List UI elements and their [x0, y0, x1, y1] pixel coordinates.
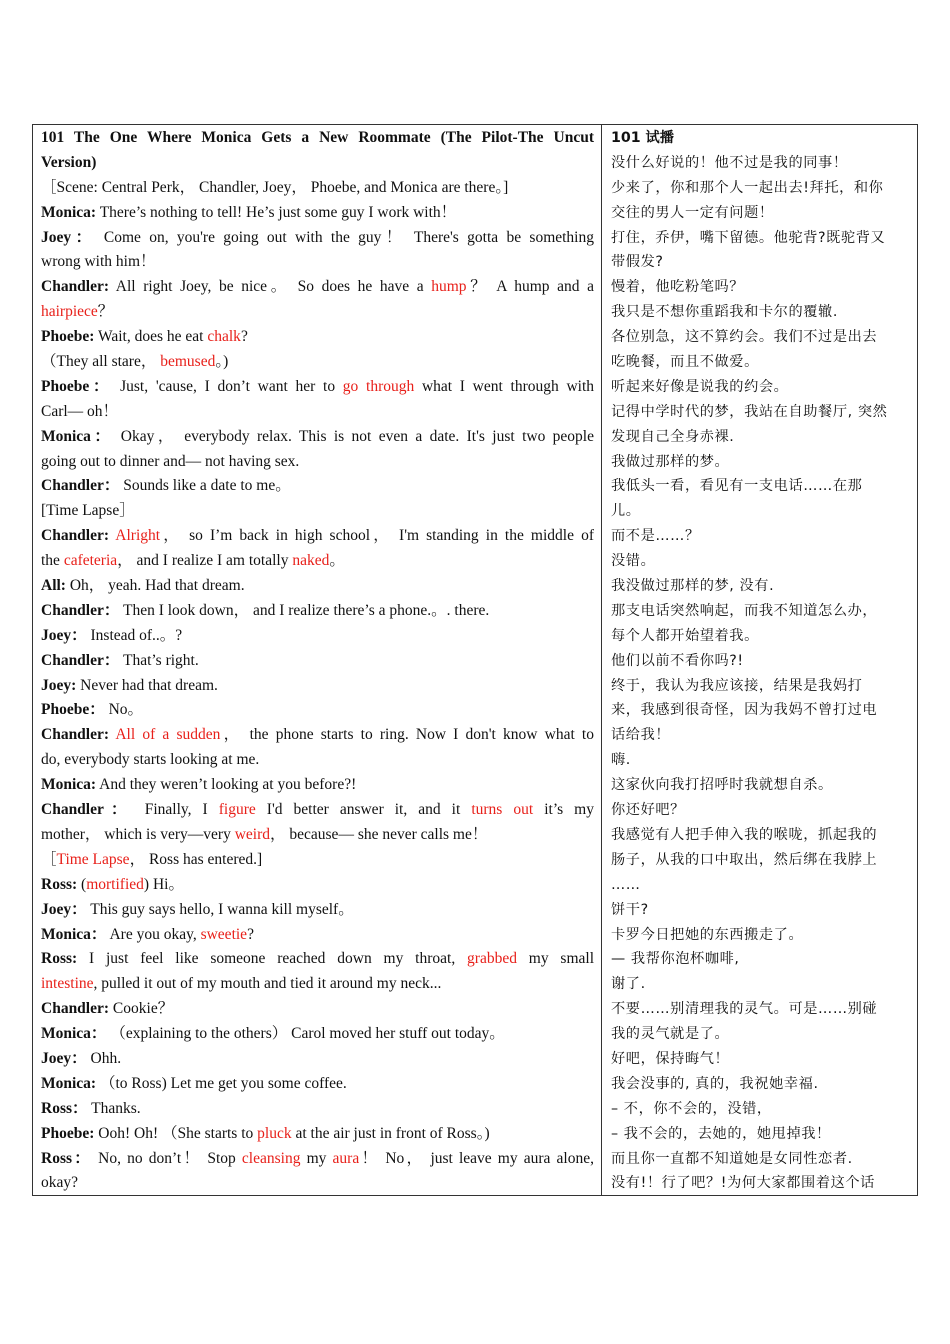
chinese-column — [602, 125, 917, 1195]
dialogue-line: Joey： This guy says hello, I wanna kill myself。 — [41, 900, 354, 918]
chinese-line: 儿。 — [611, 503, 641, 520]
chinese-line: 嗨. — [611, 752, 631, 769]
stage-direction: ［Time Lapse， Ross has entered.] — [41, 850, 263, 868]
vocab-highlight: intestine — [41, 975, 94, 993]
chinese-line: 带假发? — [611, 254, 664, 271]
dialogue-line: Chandler： Sounds like a date to me。 — [41, 477, 291, 495]
dialogue-line: the cafeteria， and I realize I am totally naked。 — [41, 552, 345, 570]
chinese-line: 终于，我认为我应该接，结果是我妈打 — [611, 677, 863, 694]
vocab-highlight: turns out — [471, 801, 534, 819]
chinese-line: 饼干? — [611, 901, 649, 918]
vocab-highlight: pluck — [257, 1124, 292, 1142]
chinese-line: 谢了. — [611, 976, 646, 993]
vocab-highlight: figure — [218, 801, 256, 819]
dialogue-line: All: Oh， yeah. Had that dream. — [41, 577, 245, 595]
chinese-line: 发现自己全身赤裸. — [611, 428, 735, 445]
vocab-highlight: mortified — [86, 875, 144, 893]
chinese-line: 那支电话突然响起，而我不知道怎么办， — [611, 602, 878, 619]
dialogue-line: Ross: I just feel like someone reached down my throat, grabbed my small — [41, 950, 594, 968]
chinese-line: 这家伙向我打招呼时我就想自杀。 — [611, 777, 833, 794]
chinese-line: 我低头一看，看见有一支电话……在那 — [611, 478, 863, 495]
dialogue-line: Monica: （to Ross) Let me get you some coffee. — [41, 1074, 347, 1092]
dialogue-line: Ross: (mortified) Hi。 — [41, 875, 184, 893]
vocab-highlight: Alright — [115, 527, 161, 545]
dialogue-line: okay? — [41, 1174, 79, 1192]
vocab-highlight: grabbed — [467, 950, 517, 968]
dialogue-line: Monica: There’s nothing to tell! He’s just some guy I work with！ — [41, 203, 457, 221]
chinese-line: 每个人都开始望着我。 — [611, 627, 759, 644]
chinese-line: 话给我！ — [611, 727, 671, 744]
chinese-line: 打住，乔伊，嘴下留德。他驼背?既驼背又 — [611, 229, 886, 246]
chinese-title: 101 试播 — [611, 130, 674, 146]
english-column — [33, 125, 602, 1195]
chinese-line: 不要……别清理我的灵气。可是……别碰 — [611, 1001, 878, 1018]
episode-title-cont: Version) — [41, 153, 97, 171]
dialogue-line: Ross： Thanks. — [41, 1099, 141, 1117]
dialogue-line: Monica： （explaining to the others） Carol moved her stuff out today。 — [41, 1025, 505, 1043]
chinese-line: 而不是……？ — [611, 528, 700, 545]
dialogue-line: Chandler: All right Joey, be nice。 So does he have a hump？ A hump and a — [41, 278, 594, 296]
chinese-line: 没什么好说的！他不过是我的同事！ — [611, 154, 848, 171]
dialogue-line: Phoebe： No。 — [41, 701, 144, 719]
scene-direction: ［Scene: Central Perk， Chandler, Joey， Phoebe, and Monica are there。] — [41, 178, 509, 196]
chinese-line: 卡罗今日把她的东西搬走了。 — [611, 926, 804, 943]
dialogue-line: Chandler: Cookie？ — [41, 1000, 174, 1018]
chinese-line: 肠子，从我的口中取出，然后绑在我脖上 — [611, 851, 878, 868]
chinese-line: — 我帮你泡杯咖啡, — [611, 951, 740, 968]
chinese-line: 我的灵气就是了。 — [611, 1026, 730, 1043]
stage-direction: [Time Lapse］ — [41, 502, 135, 520]
vocab-highlight: weird — [234, 825, 271, 843]
chinese-line: – 我不会的，去她的，她甩掉我！ — [611, 1125, 831, 1142]
dialogue-line: Joey： Ohh. — [41, 1049, 122, 1067]
dialogue-line: intestine, pulled it out of my mouth and tied it around my neck... — [41, 975, 442, 993]
dialogue-line: Carl— oh！ — [41, 402, 119, 420]
chinese-line: 我感觉有人把手伸入我的喉咙，抓起我的 — [611, 826, 878, 843]
chinese-line: 没有!！行了吧？!为何大家都围着这个话 — [611, 1175, 875, 1192]
chinese-line: 听起来好像是说我的约会。 — [611, 378, 789, 395]
dialogue-line: Monica: And they weren’t looking at you before?! — [41, 776, 357, 794]
chinese-line: – 不，你不会的，没错， — [611, 1100, 772, 1117]
chinese-line: 各位别急，这不算约会。我们不过是出去 — [611, 329, 878, 346]
dialogue-line: Phoebe： Just, 'cause, I don’t want her to go through what I went through with — [41, 377, 594, 395]
stage-direction: （They all stare， bemused。) — [41, 353, 229, 371]
vocab-highlight: cleansing — [241, 1149, 301, 1167]
vocab-highlight: naked — [292, 552, 330, 570]
chinese-line: 记得中学时代的梦，我站在自助餐厅, 突然 — [611, 403, 888, 420]
vocab-highlight: hairpiece — [41, 303, 98, 321]
chinese-line: 吃晚餐，而且不做爱。 — [611, 354, 759, 371]
dialogue-line: Chandler： Then I look down， and I realize there’s a phone.。. there. — [41, 601, 490, 619]
vocab-highlight: cafeteria — [63, 552, 118, 570]
vocab-highlight: sweetie — [200, 925, 248, 943]
chinese-line: 没错。 — [611, 553, 656, 570]
chinese-line: 好吧，保持晦气！ — [611, 1050, 730, 1067]
dialogue-line: hairpiece？ — [41, 303, 114, 321]
vocab-highlight: bemused — [160, 353, 216, 371]
dialogue-line: Chandler： Finally, I figure I'd better answer it, and it turns out it’s my — [41, 801, 594, 819]
transcript-table — [32, 124, 918, 1196]
dialogue-line: mother， which is very—very weird， because— she never calls me！ — [41, 825, 488, 843]
vocab-highlight: hump — [431, 278, 467, 296]
vocab-highlight: Time Lapse — [56, 850, 130, 868]
chinese-line: 他们以前不看你吗?! — [611, 652, 744, 669]
dialogue-line: Chandler: All of a sudden， the phone starts to ring. Now I don't know what to — [41, 726, 594, 744]
dialogue-line: Chandler: Alright， so I’m back in high school， I'm standing in the middle of — [41, 527, 594, 545]
chinese-line: 我没做过那样的梦, 没有. — [611, 578, 775, 595]
chinese-line: 而且你一直都不知道她是女同性恋者. — [611, 1150, 853, 1167]
dialogue-line: going out to dinner and— not having sex. — [41, 452, 300, 470]
dialogue-line: Joey： Come on, you're going out with the guy！ There's gotta be something — [41, 228, 594, 246]
dialogue-line: Phoebe: Wait, does he eat chalk? — [41, 328, 248, 346]
vocab-highlight: go through — [342, 377, 415, 395]
chinese-line: 慢着，他吃粉笔吗？ — [611, 279, 745, 296]
chinese-line: 少来了，你和那个人一起出去!拜托，和你 — [611, 179, 884, 196]
chinese-line: 我会没事的, 真的，我祝她幸福. — [611, 1075, 819, 1092]
vocab-highlight: chalk — [207, 328, 241, 346]
chinese-line: 你还好吧？ — [611, 802, 685, 819]
dialogue-line: wrong with him！ — [41, 253, 156, 271]
chinese-line: …… — [611, 876, 641, 893]
dialogue-line: Ross： No, no don’t！ Stop cleansing my aura！ No， just leave my aura alone, — [41, 1149, 594, 1167]
dialogue-line: Phoebe: Ooh! Oh! （She starts to pluck at the air just in front of Ross。) — [41, 1124, 490, 1142]
vocab-highlight: aura — [332, 1149, 360, 1167]
chinese-line: 我做过那样的梦。 — [611, 453, 730, 470]
chinese-line: 交往的男人一定有问题！ — [611, 204, 774, 221]
chinese-line: 我只是不想你重蹈我和卡尔的覆辙. — [611, 304, 838, 321]
dialogue-line: Monica： Okay， everybody relax. This is not even a date. It's just two people — [41, 427, 594, 445]
dialogue-line: Monica： Are you okay, sweetie? — [41, 925, 254, 943]
vocab-highlight: All of a sudden — [115, 726, 221, 744]
episode-title: 101 The One Where Monica Gets a New Roommate (The Pilot-The Uncut — [41, 129, 594, 146]
dialogue-line: do, everybody starts looking at me. — [41, 751, 260, 769]
dialogue-line: Joey： Instead of..。? — [41, 626, 183, 644]
chinese-line: 来，我感到很奇怪，因为我妈不曾打过电 — [611, 702, 878, 719]
dialogue-line: Joey: Never had that dream. — [41, 676, 218, 694]
dialogue-line: Chandler： That’s right. — [41, 651, 199, 669]
